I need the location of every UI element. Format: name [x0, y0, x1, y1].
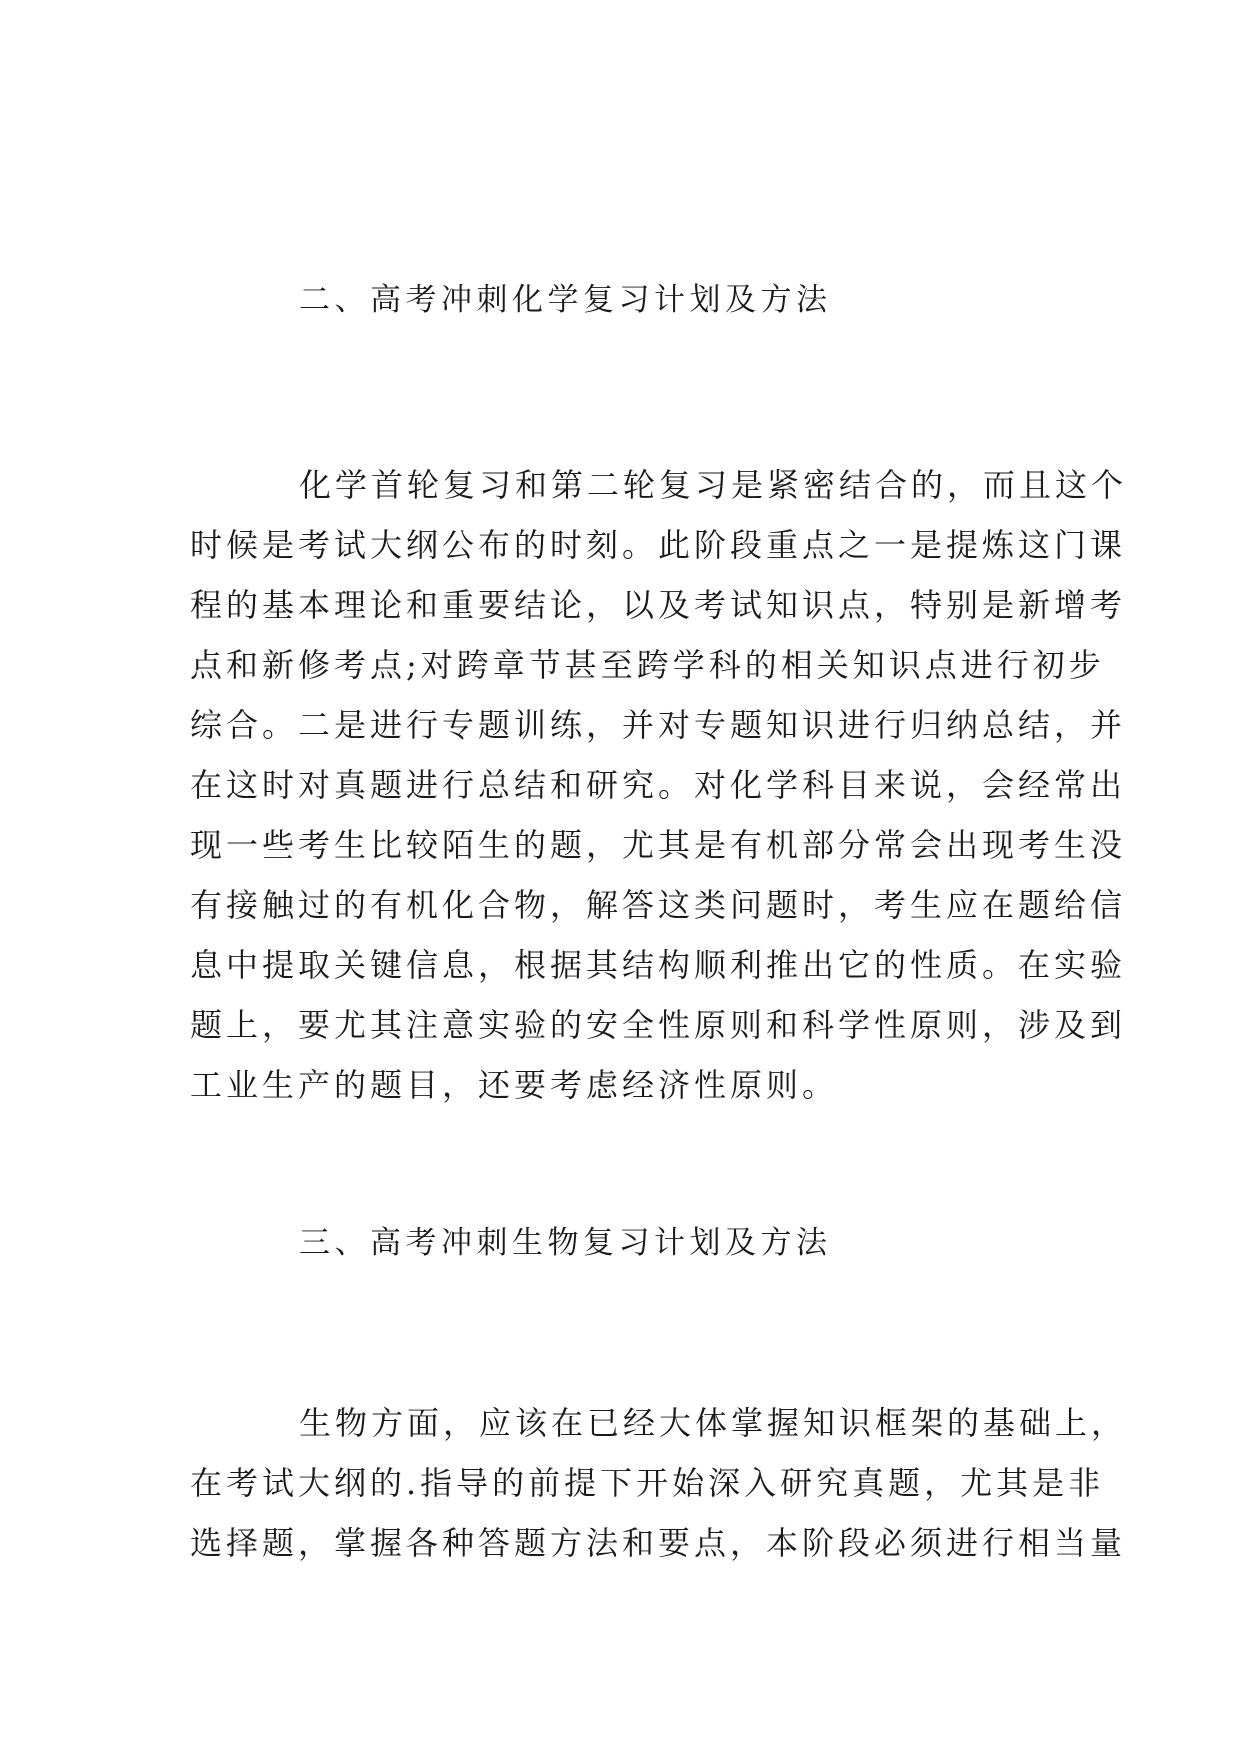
text-line: 题上，要尤其注意实验的安全性原则和科学性原则，涉及到: [190, 1006, 1127, 1044]
text-line: 时候是考试大纲公布的时刻。此阶段重点之一是提炼这门课: [190, 526, 1127, 564]
text-line: 在这时对真题进行总结和研究。对化学科目来说，会经常出: [190, 766, 1127, 804]
text-line: 工业生产的题目，还要考虑经济性原则。: [190, 1066, 839, 1104]
text-line: 点和新修考点;对跨章节甚至跨学科的相关知识点进行初步: [190, 646, 1105, 684]
section-heading-biology: 三、高考冲刺生物复习计划及方法: [299, 1225, 832, 1261]
text-line: 综合。二是进行专题训练，并对专题知识进行归纳总结，并: [190, 706, 1127, 744]
text-line: 生物方面，应该在已经大体掌握知识框架的基础上，: [299, 1404, 1128, 1442]
section-heading-chemistry: 二、高考冲刺化学复习计划及方法: [299, 282, 832, 318]
text-line: 化学首轮复习和第二轮复习是紧密结合的，而且这个: [299, 466, 1128, 504]
text-line: 选择题，掌握各种答题方法和要点，本阶段必须进行相当量: [190, 1524, 1127, 1562]
text-line: 现一些考生比较陌生的题，尤其是有机部分常会出现考生没: [190, 826, 1127, 864]
paragraph-chemistry: [190, 455, 1128, 1115]
text-line: 息中提取关键信息，根据其结构顺利推出它的性质。在实验: [190, 946, 1127, 984]
text-line: 在考试大纲的.指导的前提下开始深入研究真题，尤其是非: [190, 1464, 1105, 1502]
paragraph-biology: [190, 1393, 1128, 1573]
text-line: 有接触过的有机化合物，解答这类问题时，考生应在题给信: [190, 886, 1127, 924]
text-line: 程的基本理论和重要结论，以及考试知识点，特别是新增考: [190, 586, 1127, 624]
